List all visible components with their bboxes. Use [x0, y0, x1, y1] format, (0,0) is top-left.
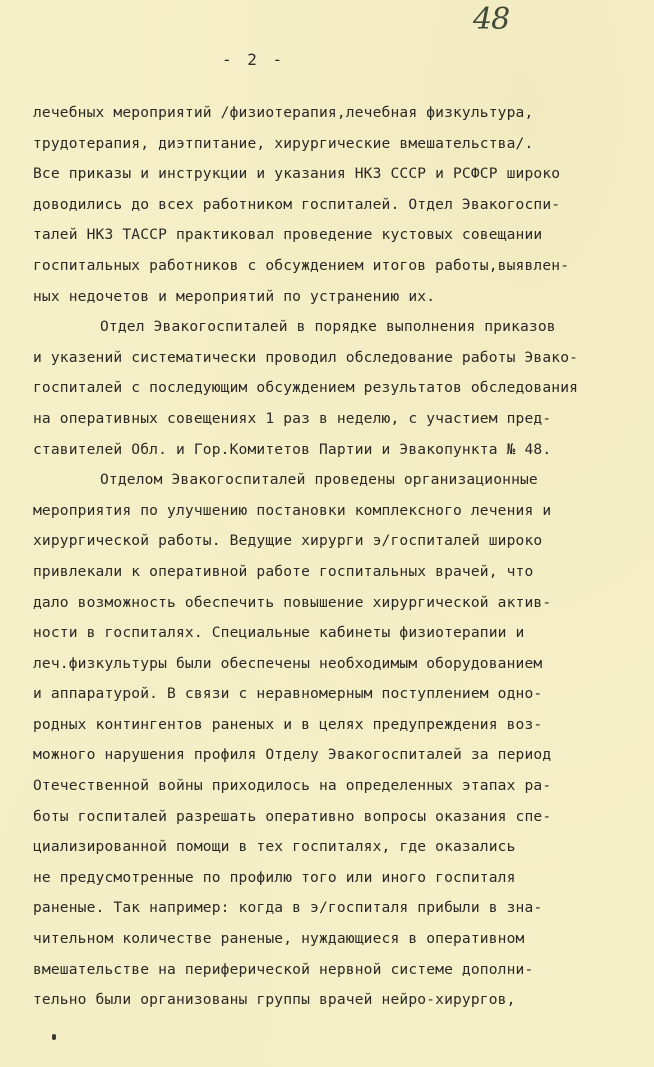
- text-line: лечебных мероприятий /физиотерапия,лечебная физкультура,: [33, 104, 534, 121]
- text-line: и указений систематически проводил обследование работы Эвако-: [33, 348, 579, 366]
- text-line: привлекали к оперативной работе госпитальных врачей, что: [33, 562, 534, 580]
- paragraph-start-line: Отдел Эвакогоспиталей в порядке выполнения приказов: [100, 318, 556, 336]
- text-line: трудотерапия, диэтпитание, хирургические вмешательства/.: [33, 134, 534, 152]
- text-line: Все приказы и инструкции и указания НКЗ СССР и РСФСР широко: [33, 165, 561, 183]
- text-line: Отечественной войны приходилось на определенных этапах ра-: [33, 777, 552, 795]
- page-number: - 2 -: [222, 50, 286, 69]
- text-line: госпитальных работников с обсуждением итогов работы,выявлен-: [33, 256, 570, 274]
- text-line: боты госпиталей разрешать оперативно вопросы оказания спе-: [33, 807, 552, 825]
- text-line: хирургической работы. Ведущие хирурги э/госпиталей широко: [33, 532, 543, 550]
- text-line: ставителей Обл. и Гор.Комитетов Партии и Эвакопункта № 48.: [33, 440, 552, 458]
- text-line: на оперативных совещениях 1 раз в неделю, с участием пред-: [33, 409, 552, 427]
- text-line: циализированной помощи в тех госпиталях, где оказались: [33, 838, 516, 856]
- text-line: и аппаратурой. В связи с неравномерным поступлением одно-: [33, 685, 543, 703]
- text-line: госпиталей с последующим обсуждением результатов обследования: [33, 379, 579, 397]
- text-line: мероприятия по улучшению постановки комплексного лечения и: [33, 501, 552, 519]
- text-line: вмешательстве на периферической нервной системе дополни-: [33, 960, 534, 978]
- text-line: тельно были организованы группы врачей нейро-хирургов,: [33, 991, 516, 1009]
- text-line: можного нарушения профиля Отделу Эвакогоспиталей за период: [33, 746, 552, 764]
- text-line: ных недочетов и мероприятий по устранению их.: [33, 287, 436, 305]
- text-line: ности в госпиталях. Специальные кабинеты физиотерапии и: [33, 624, 525, 642]
- paragraph-start-line: Отделом Эвакогоспиталей проведены организационные: [100, 471, 538, 489]
- text-line: не предусмотренные по профилю того или иного госпиталя: [33, 868, 516, 886]
- text-line: талей НКЗ ТАССР практиковал проведение кустовых совещании: [33, 226, 543, 244]
- text-line: чительном количестве раненые, нуждающиеся в оперативном: [33, 930, 525, 948]
- archive-sheet-number: 48: [473, 2, 510, 37]
- text-line: раненые. Так например: когда в э/госпиталя прибыли в зна-: [33, 899, 543, 917]
- text-line: родных контингентов раненых и в целях предупреждения воз-: [33, 715, 543, 733]
- text-line: доводились до всех работником госпиталей. Отдел Эвакогоспи-: [33, 195, 561, 213]
- ink-mark: [52, 1034, 56, 1040]
- text-line: леч.физкультуры были обеспечены необходимым оборудованием: [33, 654, 543, 672]
- document-body: [33, 98, 643, 1016]
- text-line: дало возможность обеспечить повышение хирургической актив-: [33, 593, 552, 611]
